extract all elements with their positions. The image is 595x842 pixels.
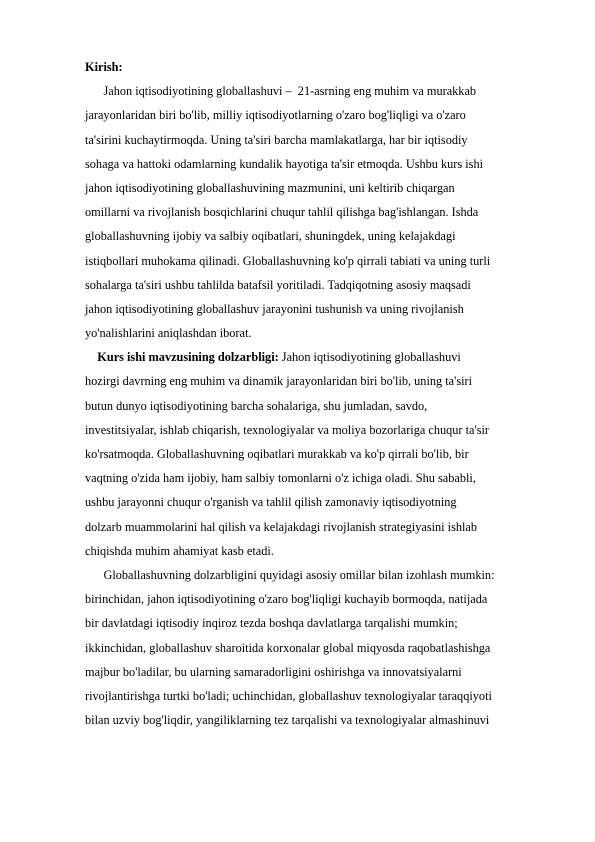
text-line: jahon iqtisodiyotining globallashuv jarayonini tushunish va uning rivojlanish: [85, 301, 464, 316]
text-line: sohalarga ta'siri ushbu tahlilda batafsil yoritiladi. Tadqiqotning asosiy maqsadi: [85, 277, 471, 292]
text-line: globallashuvning ijobiy va salbiy oqibatlari, shuningdek, uning kelajakdagi: [85, 229, 456, 244]
text-line: ta'sirini kuchaytirmoqda. Uning ta'siri barcha mamlakatlarga, har bir iqtisodiy: [85, 132, 468, 147]
text-line: ko'rsatmoqda. Globallashuvning oqibatlari murakkab va ko'p qirrali bo'lib, bir: [85, 447, 469, 461]
paragraph-relevance: [85, 345, 547, 563]
text-line: yo'nalishlarini aniqlashdan iborat.: [85, 326, 252, 341]
text-line: jahon iqtisodiyotining globallashuvining mazmunini, uni keltirib chiqargan: [85, 180, 455, 195]
text-line: [85, 345, 547, 369]
text-line: bilan uzviy bog'liqdir, yangiliklarning tez tarqalishi va texnologiyalar almashinuvi: [85, 713, 490, 728]
text-line: ushbu jarayonni chuqur o'rganish va tahlil qilish zamonaviy iqtisodiyotning: [85, 495, 457, 510]
paragraph-factors: [85, 563, 547, 732]
text-line: hozirgi davrning eng muhim va dinamik jarayonlaridan biri bo'lib, uning ta'siri: [85, 374, 473, 389]
text-line: Jahon iqtisodiyotining globallashuvi – 21-asrning eng muhim va murakkab: [85, 84, 477, 99]
document-body: [85, 55, 547, 732]
text-line: investitsiyalar, ishlab chiqarish, texnologiyalar va moliya bozorlariga chuqur ta'sir: [85, 422, 489, 437]
text-line: butun dunyo iqtisodiyotining barcha sohalariga, shu jumladan, savdo,: [85, 398, 428, 413]
text-line: Globallashuvning dolzarbligini quyidagi asosiy omillar bilan izohlash mumkin:: [85, 567, 495, 582]
text-line: dolzarb muammolarini hal qilish va kelajakdagi rivojlanish strategiyasini ishlab: [85, 519, 478, 534]
text-line: rivojlantirishga turtki bo'ladi; uchinchidan, globallashuv texnologiyalar taraqqiyoti: [85, 688, 492, 703]
text-line: omillarni va rivojlanish bosqichlarini chuqur tahlil qilishga bag'ishlangan. Ishda: [85, 205, 479, 220]
text-line: istiqbollari muhokama qilinadi. Globallashuvning ko'p qirrali tabiati va uning turli: [85, 253, 491, 268]
text-line: birinchidan, jahon iqtisodiyotining o'zaro bog'liqligi kuchayib bormoqda, natijada: [85, 592, 488, 607]
text-line: majbur bo'ladilar, bu ularning samaradorligini oshirishga va innovatsiyalarni: [85, 664, 462, 679]
text-line: vaqtning o'zida ham ijobiy, ham salbiy tomonlarni o'z ichiga oladi. Shu sababli,: [85, 471, 476, 486]
text-line: chiqishda muhim ahamiyat kasb etadi.: [85, 543, 274, 558]
text-line: sohaga va hattoki odamlarning kundalik hayotiga ta'sir etmoqda. Ushbu kurs ishi: [85, 156, 484, 171]
section-heading: Kirish:: [85, 60, 123, 74]
relevance-heading: Kurs ishi mavzusining dolzarbligi:: [85, 350, 279, 365]
text-line: ikkinchidan, globallashuv sharoitida korxonalar global miqyosda raqobatlashishga: [85, 640, 491, 655]
relevance-lead-text: Jahon iqtisodiyotining globallashuvi: [278, 350, 461, 365]
text-line: jarayonlaridan biri bo'lib, milliy iqtisodiyotlarning o'zaro bog'liqligi va o'zaro: [85, 108, 466, 123]
text-line: bir davlatdagi iqtisodiy inqiroz tezda boshqa davlatlarga tarqalishi mumkin;: [85, 616, 458, 631]
paragraph-intro: [85, 79, 547, 345]
